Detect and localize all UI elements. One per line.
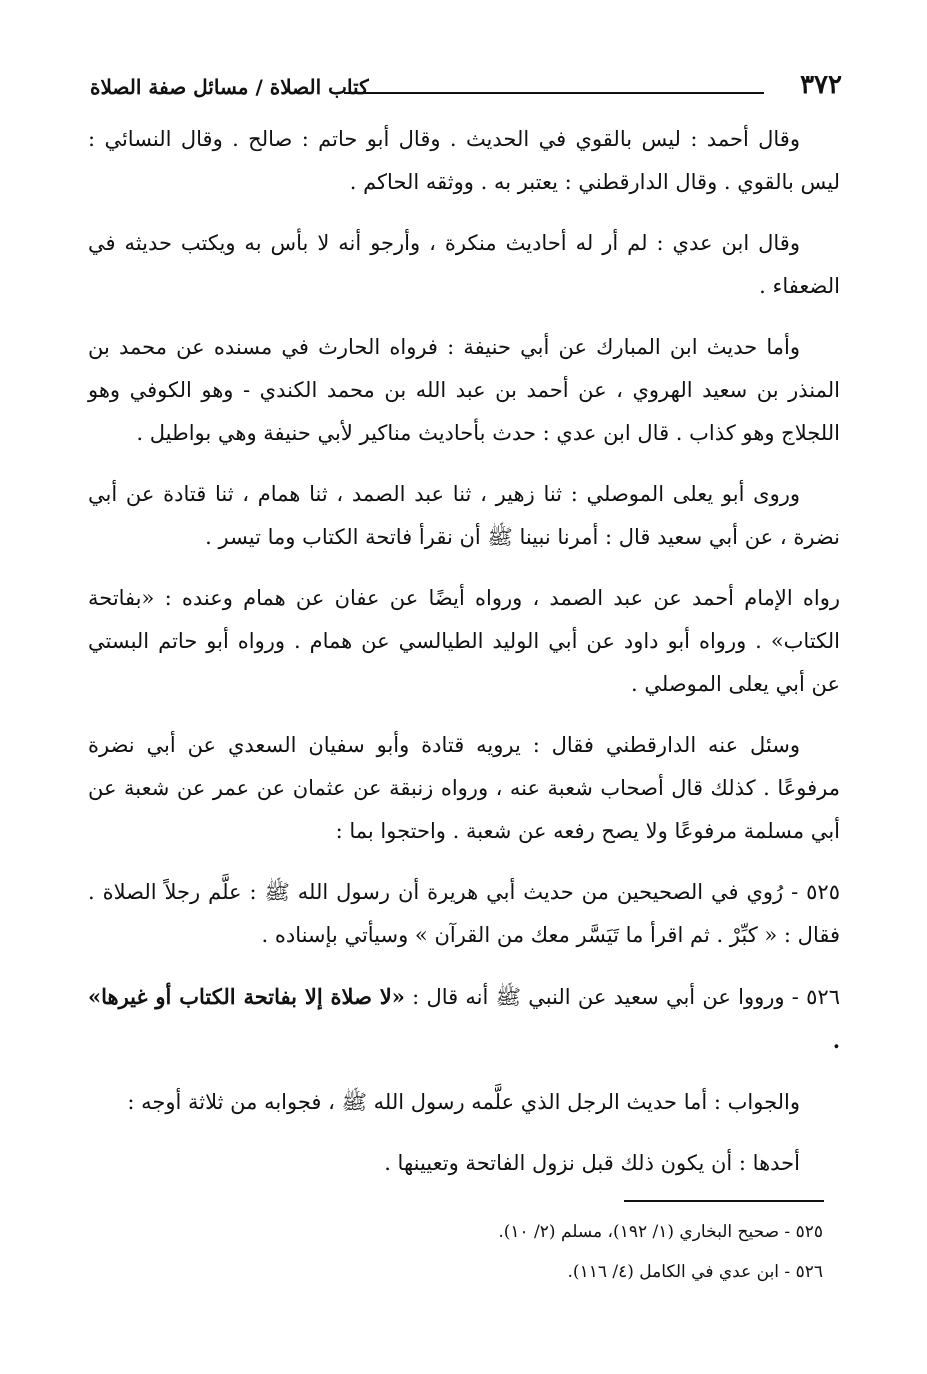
- footnote-rule: [624, 1200, 824, 1202]
- paragraph-daraqutni: وسئل عنه الدارقطني فقال : يرويه قتادة وأبو سفيان السعدي عن أبي نضرة مرفوعًا . كذلك قال أصحاب شعبة عنه ، ورواه زنبقة عن عثمان عن عمر عن شعبة عن أبي مسلمة مرفوعًا ولا يصح رفعه عن شعبة . واحتجوا بما :: [88, 733, 840, 843]
- header-rule: [344, 92, 764, 94]
- page-number: ٣٧٢: [800, 70, 842, 100]
- paragraph-ibn-adi: وقال ابن عدي : لم أر له أحاديث منكرة ، وأرجو أنه لا بأس به ويكتب حديثه في الضعفاء .: [88, 231, 840, 298]
- hadith-quote: «لا صلاة إلا بفاتحة الكتاب أو غيرها» .: [88, 984, 840, 1053]
- hadith-text: ورووا عن أبي سعيد عن النبي ﷺ أنه قال :: [412, 985, 785, 1009]
- hadith-526: [88, 975, 840, 1063]
- hadith-number: ٥٢٥ -: [791, 880, 840, 904]
- hadith-text: رُوي في الصحيحين من حديث أبي هريرة أن رسول الله ﷺ : علَّم رجلاً الصلاة . فقال : « كبِّرْ . ثم اقرأ ما تَيَسَّر معك من القرآن » وسيأتي بإسناده .: [88, 880, 840, 947]
- running-title: كتاب الصلاة / مسائل صفة الصلاة: [90, 75, 369, 99]
- footnote-526: ٥٢٦ - ابن عدي في الكامل (٤/ ١١٦).: [567, 1262, 823, 1282]
- footnotes: [223, 1212, 823, 1292]
- paragraph-ibn-mubarak: وأما حديث ابن المبارك عن أبي حنيفة : فرواه الحارث في مسنده عن محمد بن المنذر بن سعيد الهروي ، عن أحمد بن عبد الله بن محمد الكندي - وهو الكوفي وهو اللجلاج وهو كذاب . قال ابن عدي : حدث بأحاديث مناكير لأبي حنيفة وهي بواطيل .: [88, 335, 840, 445]
- paragraph-narrator-grading: وقال أحمد : ليس بالقوي في الحديث . وقال أبو حاتم : صالح . وقال النسائي : ليس بالقوي . وقال الدارقطني : يعتبر به . ووثقه الحاكم .: [88, 127, 840, 194]
- paragraph-answer: والجواب : أما حديث الرجل الذي علَّمه رسول الله ﷺ ، فجوابه من ثلاثة أوجه :: [127, 1090, 800, 1114]
- footnote-525: ٥٢٥ - صحيح البخاري (١/ ١٩٢)، مسلم (٢/ ١٠).: [498, 1222, 823, 1242]
- hadith-number: ٥٢٦ -: [791, 985, 840, 1009]
- hadith-525: [88, 871, 840, 957]
- paragraph-imam-ahmad: رواه الإمام أحمد عن عبد الصمد ، ورواه أيضًا عن عفان عن همام وعنده : «بفاتحة الكتاب» . ورواه أبو داود عن أبي الوليد الطيالسي عن همام . ورواه أبو حاتم البستي عن أبي يعلى الموصلي .: [88, 586, 840, 696]
- paragraph-first-reason: أحدها : أن يكون ذلك قبل نزول الفاتحة وتعيينها .: [384, 1151, 800, 1175]
- page-header: [90, 68, 842, 102]
- paragraph-abu-yala: وروى أبو يعلى الموصلي : ثنا زهير ، ثنا عبد الصمد ، ثنا همام ، ثنا قتادة عن أبي نضرة ، عن أبي سعيد قال : أمرنا نبينا ﷺ أن نقرأ فاتحة الكتاب وما تيسر .: [88, 482, 840, 549]
- page-body: [88, 118, 840, 1203]
